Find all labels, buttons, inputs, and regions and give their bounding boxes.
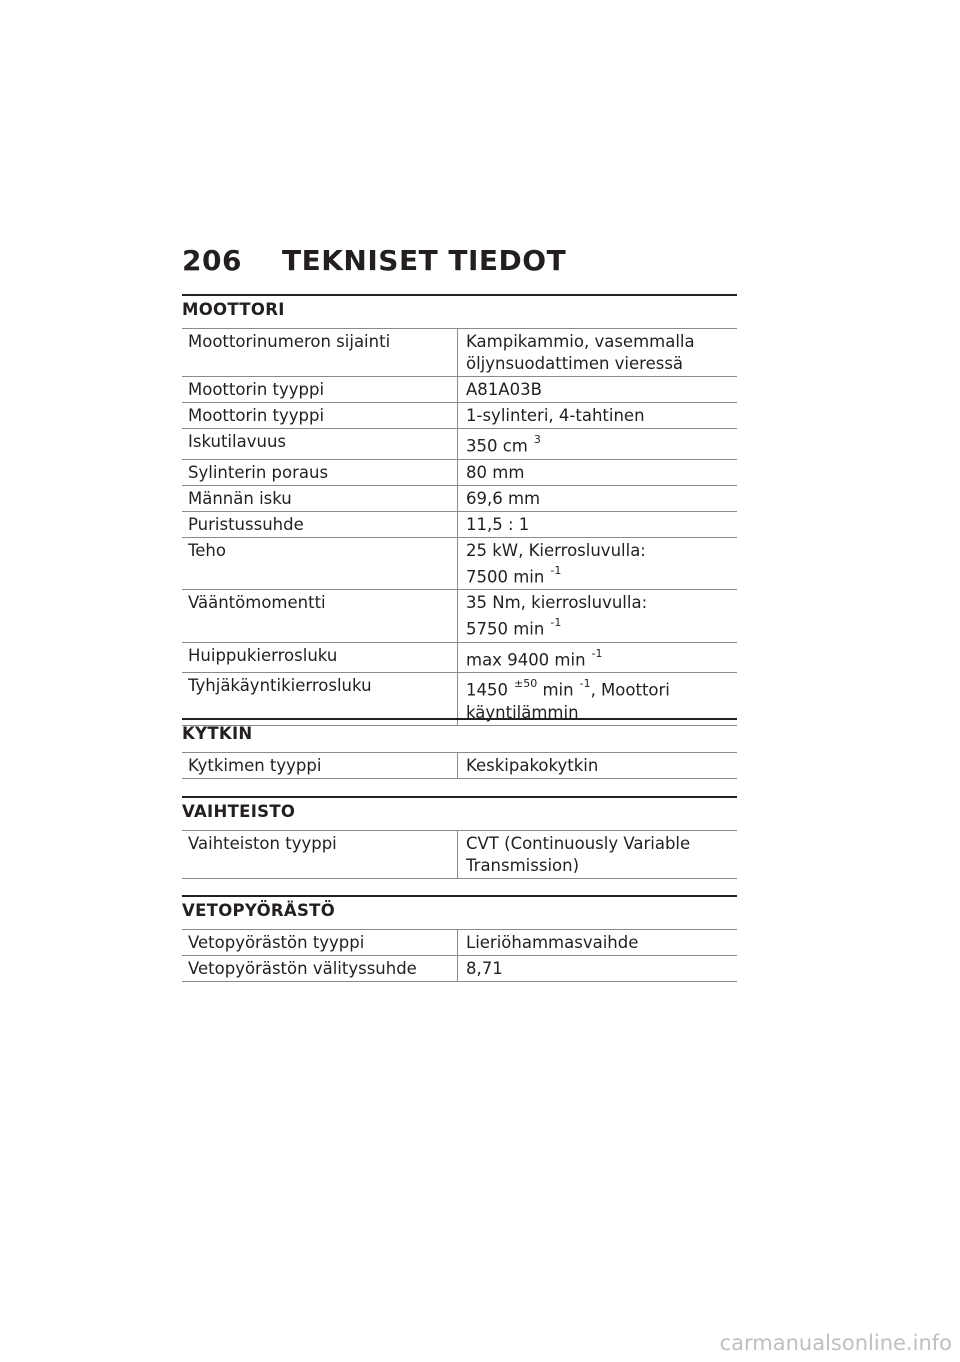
table-row: [182, 538, 737, 591]
spec-key: Puristussuhde: [182, 512, 458, 537]
spec-key: Vääntömomentti: [182, 590, 458, 642]
section-vetopyorasto: [182, 895, 737, 982]
section-title: KYTKIN: [182, 718, 737, 753]
spec-value-line2: öljynsuodattimen vieressä: [466, 354, 684, 373]
spec-key: Vaihteiston tyyppi: [182, 831, 458, 878]
spec-value-line1: [466, 675, 737, 702]
spec-value: Keskipakokytkin: [466, 756, 599, 775]
spec-key: Moottorin tyyppi: [182, 403, 458, 428]
spec-value-line2: Transmission): [466, 856, 580, 875]
section-title: VAIHTEISTO: [182, 796, 737, 831]
spec-value-line2: [466, 614, 737, 641]
spec-value: 11,5 : 1: [466, 514, 530, 534]
section-title: VETOPYÖRÄSTÖ: [182, 895, 737, 930]
spec-value: [458, 590, 737, 642]
spec-key: Männän isku: [182, 486, 458, 511]
spec-value: 1-sylinteri, 4-tahtinen: [466, 406, 645, 425]
table-row: [182, 329, 737, 377]
spec-value: [458, 538, 737, 590]
spec-key: Sylinterin poraus: [182, 460, 458, 485]
watermark: carmanualsonline.info: [719, 1331, 952, 1355]
table-row: [182, 403, 737, 429]
spec-value-sup: ±50: [514, 677, 538, 690]
spec-value-suffix: , Moottori: [590, 680, 670, 700]
table-row: [182, 590, 737, 643]
page-title: TEKNISET TIEDOT: [282, 244, 567, 277]
page-header: [182, 244, 566, 277]
section-moottori: [182, 294, 737, 726]
spec-value-text: 1450: [466, 680, 508, 700]
spec-value-line1: 35 Nm, kierrosluvulla:: [466, 593, 648, 612]
spec-key: Vetopyörästön välityssuhde: [182, 956, 458, 981]
spec-value-text: 7500 min: [466, 567, 545, 586]
spec-value-sup: -1: [591, 646, 603, 660]
spec-value: [458, 643, 737, 673]
spec-value-sup: 3: [533, 433, 541, 446]
page-number: 206: [182, 244, 242, 277]
spec-key: Iskutilavuus: [182, 429, 458, 459]
spec-key: Kytkimen tyyppi: [182, 753, 458, 778]
spec-value: [458, 831, 737, 878]
spec-value: A81A03B: [466, 380, 542, 399]
spec-value: [458, 673, 737, 725]
table-row: [182, 377, 737, 403]
spec-value: [458, 329, 737, 376]
spec-value-text: max 9400 min: [466, 650, 586, 669]
spec-value-sup: -1: [550, 616, 562, 629]
spec-value-text: 5750 min: [466, 619, 545, 639]
spec-key: Moottorin tyyppi: [182, 377, 458, 402]
spec-value: 80 mm: [466, 462, 525, 482]
spec-value-line1: CVT (Continuously Variable: [466, 834, 691, 853]
spec-value-unit: min: [542, 680, 574, 700]
table-row: [182, 460, 737, 486]
section-title: MOOTTORI: [182, 294, 737, 329]
spec-value-sup: -1: [579, 677, 591, 690]
spec-value-sup: -1: [550, 563, 562, 577]
section-kytkin: [182, 718, 737, 779]
spec-value-line2: [466, 562, 737, 589]
spec-key: Moottorinumeron sijainti: [182, 329, 458, 376]
table-row: [182, 930, 737, 956]
spec-value: Lieriöhammasvaihde: [466, 933, 639, 952]
table-row: [182, 512, 737, 538]
table-row: [182, 486, 737, 512]
spec-key: Vetopyörästön tyyppi: [182, 930, 458, 955]
table-row: [182, 753, 737, 779]
table-row: [182, 643, 737, 674]
table-row: [182, 831, 737, 879]
spec-value-text: 350 cm: [466, 436, 528, 456]
table-row: [182, 956, 737, 982]
spec-value-line1: 25 kW, Kierrosluvulla:: [466, 540, 646, 560]
spec-key: Teho: [182, 538, 458, 590]
spec-key: Tyhjäkäyntikierrosluku: [182, 673, 458, 725]
spec-value: [458, 429, 737, 459]
spec-value: 69,6 mm: [466, 488, 541, 508]
table-row: [182, 429, 737, 460]
section-vaihteisto: [182, 796, 737, 879]
spec-key: Huippukierrosluku: [182, 643, 458, 673]
spec-value-line1: Kampikammio, vasemmalla: [466, 332, 695, 351]
spec-value: 8,71: [466, 959, 503, 978]
spec-value-line2: käyntilämmin: [466, 702, 579, 722]
